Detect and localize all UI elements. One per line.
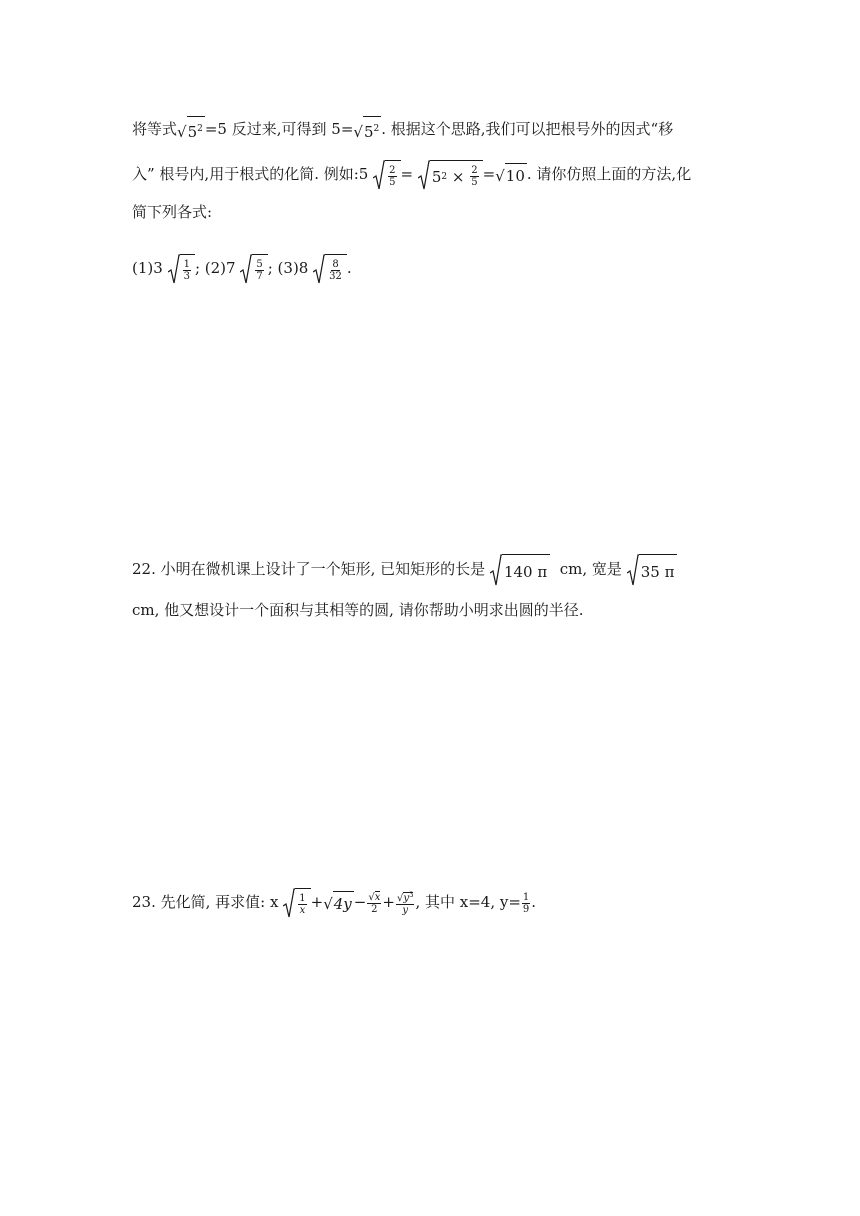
sqrt-fraction-2: $\frac{5}{7}$ (240, 254, 267, 284)
text: =5 反过来,可得到 5= (204, 120, 354, 138)
sqrt-expression: $√5^2$ (353, 116, 381, 144)
paragraph-line-1 (132, 116, 673, 144)
sqrt-fraction-3: $\frac{8}{32}$ (313, 254, 347, 284)
sqrt-1-over-x: $\frac{1}{x}$ (283, 888, 310, 918)
text: . 请你仿照上面的方法,化 (526, 165, 692, 183)
sqrt-width: 35 π (627, 554, 678, 586)
subquestions-line: (1)3 $\frac{1}{3}$ ; (2)7 $\frac{5}{7}$ ; (3)8 $\frac{8}{32}$ . (132, 254, 352, 284)
paragraph-line-2 (132, 160, 691, 190)
text: . 根据这个思路,我们可以把根号外的因式“移 (381, 120, 674, 138)
text: 将等式 (132, 120, 178, 138)
sqrt-y3-over-y: $\frac{√y^3}{y}$ (396, 891, 414, 916)
question-22-line-1: 22. 小明在微机课上设计了一个矩形, 已知矩形的长是 140 π cm, 宽是 35 π (132, 554, 677, 586)
sqrt-4y: √4y (323, 891, 354, 916)
sqrt-x-over-2: $\frac{√x}{2}$ (368, 891, 381, 915)
text: = (482, 165, 496, 183)
sqrt-10: √10 (495, 163, 527, 188)
sqrt-length: 140 π (490, 554, 550, 586)
y-value-fraction: $\frac{1}{9}$ (522, 891, 530, 915)
paragraph-line-3: 简下列各式: (132, 203, 213, 221)
text: 入” 根号内,用于根式的化简. 例如:5 (132, 165, 369, 183)
question-23: 23. 先化简, 再求值: x $\frac{1}{x}$ +√4y − $\frac{√x}{2}$ + $\frac{√y^3}{y}$ , 其中 x=4, y= $\frac{1}{9}$ . (132, 888, 536, 918)
text: = (400, 165, 414, 183)
sqrt-fraction-1: $\frac{1}{3}$ (168, 254, 195, 284)
question-22-line-2: cm, 他又想设计一个面积与其相等的圆, 请你帮助小明求出圆的半径. (132, 601, 584, 619)
sqrt-expression: $√5^2$ (177, 116, 205, 144)
sqrt-product: 5 2 × $\frac{2}{5}$ (418, 160, 483, 190)
sqrt-fraction: $\frac{2}{5}$ (373, 160, 400, 190)
